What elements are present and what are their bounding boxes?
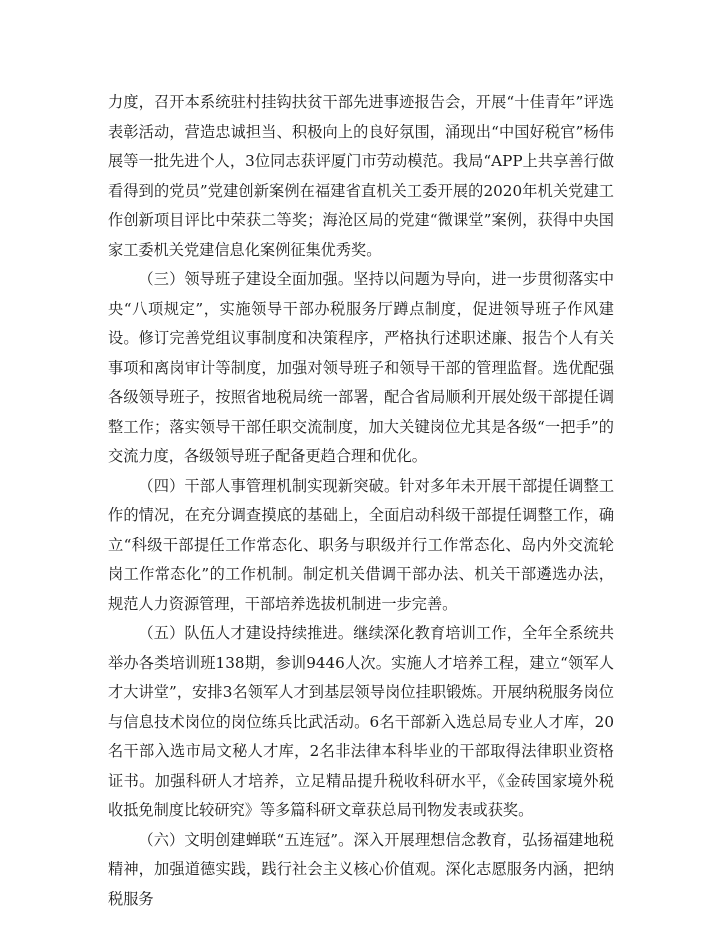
- paragraph-party-building-awards: 力度，召开本系统驻村挂钩扶贫干部先进事迹报告会，开展“十佳青年”评选表彰活动，营造忠诚担当、积极向上的良好氛围，涌现出“中国好税官”杨伟展等一批先进个人，3位同志获评厦门市劳动模范。我局“APP上共享善行做看得到的党员”党建创新案例在福建省直机关工委开展的2020年机关党建工作创新项目评比中荣获二等奖；海沧区局的党建“微课堂”案例，获得中央国家工委机关党建信息化案例征集优秀奖。: [108, 93, 614, 259]
- paragraph-personnel-management: （四）干部人事管理机制实现新突破。针对多年未开展干部提任调整工作的情况，在充分调查摸底的基础上，全面启动科级干部提任调整工作，确立“科级干部提任工作常态化、职务与职级并行工作常态化、岛内外交流轮岗工作常态化”的工作机制。制定机关借调干部办法、机关干部遴选办法，规范人力资源管理，干部培养选拔机制进一步完善。: [108, 476, 614, 613]
- paragraph-talent-building: （五）队伍人才建设持续推进。继续深化教育培训工作，全年全系统共举办各类培训班138期，参训9446人次。实施人才培养工程，建立“领军人才大讲堂”，安排3名领军人才到基层领导岗位挂职锻炼。开展纳税服务岗位与信息技术岗位的岗位练兵比武活动。6名干部新入选总局专业人才库，20名干部入选市局文秘人才库，2名非法律本科毕业的干部取得法律职业资格证书。加强科研人才培养，立足精品提升税收科研水平，《金砖国家境外税收抵免制度比较研究》等多篇科研文章获总局刊物发表或获奖。: [108, 624, 614, 819]
- document-body: [108, 88, 614, 914]
- paragraph-leadership-building: （三）领导班子建设全面加强。坚持以问题为导向，进一步贯彻落实中央“八项规定”，实施领导干部办税服务厅蹲点制度，促进领导班子作风建设。修订完善党组议事制度和决策程序，严格执行述职述廉、报告个人有关事项和离岗审计等制度，加强对领导班子和领导干部的管理监督。选优配强各级领导班子，按照省地税局统一部署，配合省局顺利开展处级干部提任调整工作；落实领导干部任职交流制度，加大关键岗位尤其是各级“一把手”的交流力度，各级领导班子配备更趋合理和优化。: [108, 270, 614, 465]
- paragraph-civilization-creation: （六）文明创建蝉联“五连冠”。深入开展理想信念教育，弘扬福建地税精神，加强道德实践，践行社会主义核心价值观。深化志愿服务内涵，把纳税服务: [108, 830, 614, 908]
